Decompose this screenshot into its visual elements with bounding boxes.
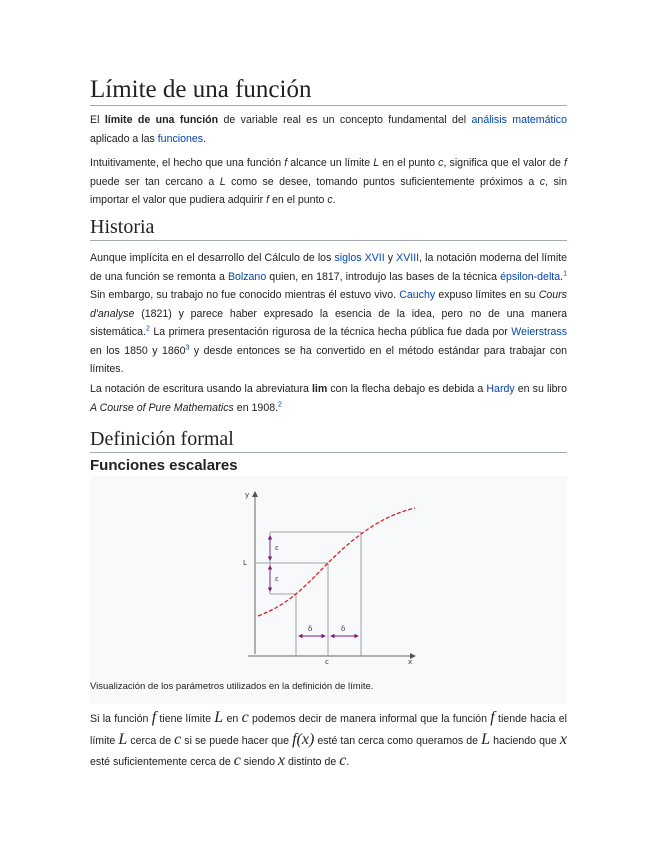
delta-label-left: δ <box>308 625 313 633</box>
var: c <box>327 194 333 206</box>
section-heading-definicion: Definición formal <box>90 427 567 453</box>
text: tiende hacia el límite <box>90 713 568 747</box>
text: , significa que el valor de <box>443 157 565 169</box>
intro-paragraph-2 <box>90 154 567 210</box>
text: cerca de <box>127 734 175 747</box>
var: f <box>284 157 288 169</box>
text: siendo <box>240 756 278 768</box>
text: en su libro <box>514 383 567 395</box>
text: La notación de escritura usando la abreviatura <box>90 383 312 395</box>
var: L <box>219 175 226 188</box>
text: El <box>90 114 105 126</box>
link-weierstrass[interactable]: Weierstrass <box>511 326 567 338</box>
text: Si la función <box>90 713 152 725</box>
var: f <box>266 194 270 206</box>
text: puede ser tan cercano a <box>90 175 220 188</box>
text: con la flecha debajo es debida a <box>327 383 487 395</box>
text: esté suficientemente cerca de <box>90 756 234 768</box>
text: Sin embargo, su trabajo no fue conocido mientras él estuvo vivo. <box>90 289 400 301</box>
var: f <box>564 157 567 169</box>
text: y desde entonces se ha convertido en el método estándar para trabajar con límites. <box>90 344 567 375</box>
text: en el punto <box>379 157 439 169</box>
math-var: f <box>490 709 495 726</box>
x-axis-label: x <box>408 658 413 666</box>
math-var: c <box>241 709 249 726</box>
c-label: c <box>325 658 329 666</box>
text: . <box>346 756 350 768</box>
text: quien, en 1817, introdujo las bases de la técnica <box>266 270 501 283</box>
link-cauchy[interactable]: Cauchy <box>399 289 436 301</box>
section-heading-historia: Historia <box>90 215 567 241</box>
y-axis-label: y <box>245 491 250 499</box>
delta-label-right: δ <box>341 625 346 633</box>
L-label: L <box>243 559 247 567</box>
text: (1821) y parece haber expresado la esencia de la idea, pero no de una manera sistemática. <box>90 307 567 338</box>
text: esté tan cerca como queramos de <box>314 734 482 747</box>
reference-2[interactable]: 2 <box>145 325 150 333</box>
var: c <box>438 157 444 169</box>
figure-limit-diagram <box>90 476 567 704</box>
bold-term: límite de una función <box>104 114 219 126</box>
historia-paragraph-1 <box>90 249 567 379</box>
text: si se puede hacer que <box>181 734 293 747</box>
link-bolzano[interactable]: Bolzano <box>227 270 267 283</box>
epsilon-label-upper: ε <box>275 544 279 552</box>
link-siglos-xvii[interactable]: siglos XVII <box>334 252 385 264</box>
math-var: c <box>233 752 241 769</box>
math-var: L <box>118 730 128 748</box>
math-var: c <box>174 730 182 748</box>
text: Aunque implícita en el desarrollo del Cálculo de los <box>90 252 335 264</box>
text: , sin importar el valor que pudiera adquirir <box>90 175 568 206</box>
text: expuso límites en su <box>435 289 539 301</box>
var: L <box>373 157 380 169</box>
text: podemos decir de manera informal que la función <box>248 713 491 725</box>
text: tiene límite <box>156 713 215 725</box>
function-curve <box>258 508 415 616</box>
text: en los 1850 y 1860 <box>90 344 186 357</box>
link-funciones[interactable]: funciones <box>157 132 204 145</box>
link-analisis-matematico[interactable]: análisis matemático <box>471 114 567 126</box>
text: Intuitivamente, el hecho que una función <box>90 157 285 169</box>
text: haciendo que <box>490 734 560 747</box>
text: distinto de <box>285 756 340 768</box>
book-title: A Course of Pure Mathematics <box>90 401 234 414</box>
reference-2[interactable]: 2 <box>278 400 282 408</box>
definicion-paragraph-1 <box>90 708 567 773</box>
epsilon-label-lower: ε <box>275 575 279 583</box>
link-epsilon-delta[interactable]: épsilon-delta <box>500 270 561 283</box>
historia-paragraph-2 <box>90 380 567 417</box>
var: c <box>539 175 546 188</box>
text: . <box>203 132 207 145</box>
text: de variable real es un concepto fundamental del <box>218 114 472 126</box>
math-var: f <box>151 709 157 726</box>
reference-3[interactable]: 3 <box>185 343 190 351</box>
figure-caption: Visualización de los parámetros utilizados en la definición de límite. <box>90 681 374 692</box>
math-var: c <box>339 752 347 769</box>
text: . <box>332 194 336 206</box>
subsection-heading-funciones-escalares: Funciones escalares <box>90 457 238 474</box>
math-var: x <box>559 730 567 748</box>
text: La primera presentación rigurosa de la técnica hecha pública fue dada por <box>149 326 512 338</box>
link-hardy[interactable]: Hardy <box>486 383 515 395</box>
math-var: f(x) <box>292 730 315 748</box>
limit-diagram-svg <box>90 476 567 676</box>
text: en el punto <box>269 194 328 206</box>
book-title: Cours d'analyse <box>90 289 567 320</box>
reference-1[interactable]: 1 <box>563 269 567 277</box>
math-var: L <box>481 730 491 748</box>
text: y <box>384 252 397 264</box>
text: como se desee, tomando puntos suficientemente próximos a <box>225 175 540 188</box>
bold-term: lim <box>311 383 328 395</box>
intro-paragraph-1 <box>90 111 567 148</box>
page-title: Límite de una función <box>90 76 567 106</box>
math-var: x <box>277 752 286 769</box>
text: aplicado a las <box>90 132 158 145</box>
text: en <box>223 713 242 725</box>
text: . <box>560 270 564 283</box>
math-var: L <box>214 709 224 726</box>
text: , la notación moderna del límite de una función se remonta a <box>90 252 568 283</box>
link-xviii[interactable]: XVIII <box>396 252 420 264</box>
text: alcance un límite <box>287 157 374 169</box>
text: en 1908. <box>233 401 279 414</box>
